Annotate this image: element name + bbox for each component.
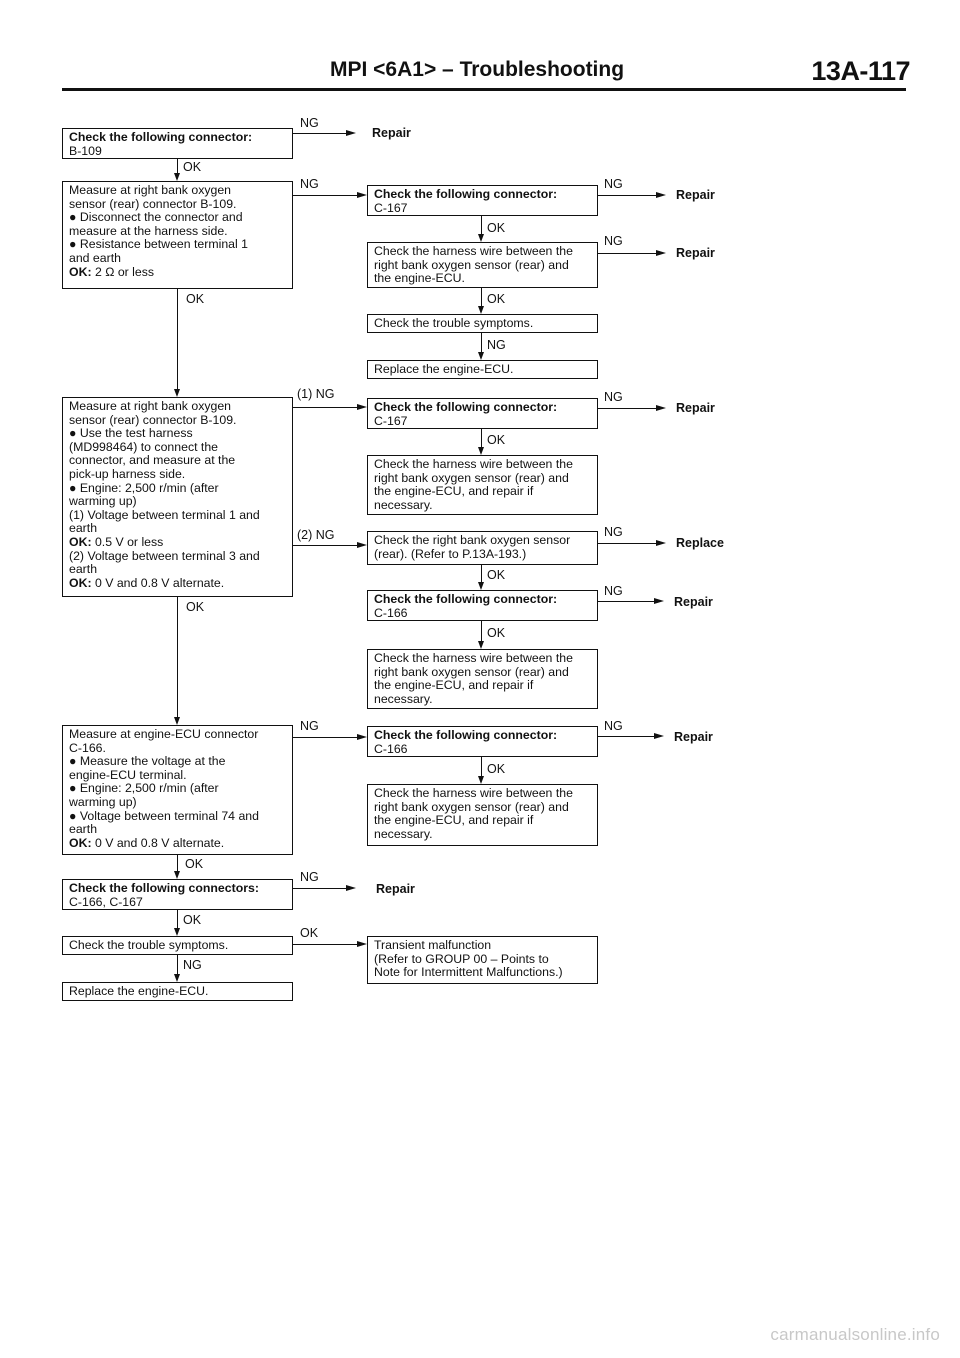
ng-label: NG	[300, 177, 319, 191]
ok-label: OK	[300, 926, 319, 940]
arrow-right	[654, 733, 664, 739]
connector-line	[598, 195, 656, 196]
box-check-trouble-symptoms	[62, 936, 293, 955]
box-title: Check the following connector:	[374, 400, 558, 414]
connector-line	[481, 333, 482, 352]
ng-label: NG	[604, 584, 623, 598]
arrow-right	[357, 941, 367, 947]
ok-label: OK	[487, 292, 506, 306]
box-harness-repair-c	[367, 784, 598, 846]
box-check-c167-a	[367, 185, 598, 216]
result-repair: Repair	[674, 595, 713, 609]
arrow-right	[357, 404, 367, 410]
result-repair: Repair	[376, 882, 415, 896]
box-text: Check the trouble symptoms.	[374, 316, 534, 330]
ok-label: OK	[487, 762, 506, 776]
box-text: C-167	[374, 200, 408, 215]
arrow-down	[478, 776, 484, 784]
box-check-c166-a	[367, 590, 598, 621]
arrow-down	[174, 173, 180, 181]
ok-label: OK	[487, 433, 506, 447]
ng-label: NG	[604, 525, 623, 539]
arrow-right	[656, 405, 666, 411]
connector-line	[598, 408, 656, 409]
arrow-right	[656, 250, 666, 256]
arrow-right	[654, 598, 664, 604]
box-text: Check the harness wire between the right bank oxygen sensor (rear) and the engine-ECU, and repair if necessary.	[374, 457, 573, 512]
connector-line	[481, 565, 482, 582]
arrow-right	[656, 192, 666, 198]
ng-label: NG	[300, 116, 319, 130]
ok-label: OK	[487, 626, 506, 640]
box-text: C-166	[374, 605, 408, 620]
connector-line	[177, 159, 178, 173]
ng-label: NG	[487, 338, 506, 352]
connector-line	[598, 601, 654, 602]
result-repair: Repair	[372, 126, 411, 140]
box-replace-ecu	[62, 982, 293, 1001]
arrow-right	[357, 542, 367, 548]
arrow-down	[174, 928, 180, 936]
box-text: Measure at engine-ECU connector C-166. ● Measure the voltage at the engine-ECU terminal. ● Engine: 2,500 r/min (after warming up) ● Voltage between terminal 74 and earth	[69, 727, 259, 837]
ok-label: OK:	[69, 835, 92, 850]
connector-line	[293, 195, 357, 196]
box-transient-malfunction	[367, 936, 598, 984]
ng-label: NG	[300, 870, 319, 884]
ok-label: OK	[183, 160, 202, 174]
box-text: Check the right bank oxygen sensor (rear). (Refer to P.13A-193.)	[374, 533, 571, 561]
box-harness-repair-b	[367, 649, 598, 709]
ok-label: OK:	[69, 264, 92, 279]
ok-label: OK	[186, 292, 205, 306]
ok-value: 2 Ω or less	[91, 264, 155, 279]
result-repair: Repair	[674, 730, 713, 744]
ok-label: OK:	[69, 575, 92, 590]
arrow-down	[478, 306, 484, 314]
ok-label: OK	[183, 913, 202, 927]
connector-line	[177, 289, 178, 389]
box-text: Check the harness wire between the right bank oxygen sensor (rear) and the engine-ECU, and repair if necessary.	[374, 786, 573, 841]
box-text: (2) Voltage between terminal 3 and earth	[69, 548, 260, 577]
ok-label: OK	[185, 857, 204, 871]
box-text: C-166, C-167	[69, 894, 143, 909]
connector-line	[481, 288, 482, 306]
arrow-down	[478, 582, 484, 590]
arrow-right	[357, 192, 367, 198]
ng-label: NG	[604, 719, 623, 733]
arrow-right	[346, 885, 356, 891]
box-title: Check the following connector:	[374, 187, 558, 201]
box-check-c166-b	[367, 726, 598, 757]
box-measure-ecu-c166	[62, 725, 293, 855]
ok-value: 0.5 V or less	[91, 534, 164, 549]
box-title: Check the following connectors:	[69, 881, 259, 895]
arrow-down	[478, 234, 484, 242]
ng-label: NG	[604, 390, 623, 404]
box-text: C-166	[374, 741, 408, 756]
ng-label-1: (1) NG	[297, 387, 335, 401]
box-text: Measure at right bank oxygen sensor (rear) connector B-109. ● Use the test harness (MD998464) to connect the connector, and measure at the pick-up harness side. ● Engine: 2,500 r/min (after warming up) (1) Voltage between terminal 1 and earth	[69, 399, 260, 536]
arrow-down	[174, 717, 180, 725]
page-number: 13A-117	[811, 56, 910, 86]
box-check-c167-b	[367, 398, 598, 429]
header-rule	[62, 88, 906, 91]
connector-line	[598, 736, 654, 737]
box-text: Check the harness wire between the right bank oxygen sensor (rear) and the engine-ECU, and repair if necessary.	[374, 651, 573, 706]
box-text: Measure at right bank oxygen sensor (rear) connector B-109. ● Disconnect the connector and measure at the harness side. ● Resistance between terminal 1 and earth	[69, 183, 248, 265]
box-text: Check the trouble symptoms.	[69, 938, 229, 952]
arrow-down	[174, 871, 180, 879]
box-text: Check the harness wire between the right bank oxygen sensor (rear) and the engine-ECU.	[374, 244, 573, 286]
ok-value: 0 V and 0.8 V alternate.	[91, 835, 225, 850]
result-repair: Repair	[676, 188, 715, 202]
arrow-right	[357, 734, 367, 740]
box-text: Replace the engine-ECU.	[374, 362, 514, 376]
arrow-down	[478, 352, 484, 360]
ng-label: NG	[604, 234, 623, 248]
arrow-down	[174, 974, 180, 982]
connector-line	[598, 543, 656, 544]
connector-line	[481, 757, 482, 776]
connector-line	[293, 133, 346, 134]
connector-line	[293, 407, 357, 408]
arrow-down	[174, 389, 180, 397]
connector-line	[293, 944, 357, 945]
arrow-right	[346, 130, 356, 136]
page-title: MPI <6A1> – Troubleshooting	[330, 58, 625, 81]
ok-value: 0 V and 0.8 V alternate.	[91, 575, 225, 590]
arrow-right	[656, 540, 666, 546]
box-measure-voltage-b109	[62, 397, 293, 597]
connector-line	[293, 888, 346, 889]
box-title: Check the following connector:	[69, 130, 253, 144]
connector-line	[481, 216, 482, 234]
box-text: B-109	[69, 143, 102, 158]
box-text: Replace the engine-ECU.	[69, 984, 209, 998]
footer-watermark: carmanualsonline.info	[770, 1325, 940, 1344]
connector-line	[177, 910, 178, 928]
connector-line	[177, 955, 178, 974]
arrow-down	[478, 641, 484, 649]
box-check-oxygen-sensor	[367, 531, 598, 565]
box-replace-ecu-right	[367, 360, 598, 379]
ng-label: NG	[300, 719, 319, 733]
box-measure-resistance	[62, 181, 293, 289]
connector-line	[293, 545, 357, 546]
ok-label: OK	[186, 600, 205, 614]
connector-line	[177, 855, 178, 871]
box-check-c166-c167	[62, 879, 293, 910]
connector-line	[177, 597, 178, 717]
box-title: Check the following connector:	[374, 592, 558, 606]
box-trouble-symptoms-right	[367, 314, 598, 333]
box-harness-check-a	[367, 242, 598, 288]
ok-label: OK	[487, 221, 506, 235]
box-title: Check the following connector:	[374, 728, 558, 742]
ng-label: NG	[604, 177, 623, 191]
box-check-b109	[62, 128, 293, 159]
result-replace: Replace	[676, 536, 724, 550]
ok-label: OK	[487, 568, 506, 582]
ng-label-2: (2) NG	[297, 528, 335, 542]
result-repair: Repair	[676, 246, 715, 260]
box-text: Transient malfunction (Refer to GROUP 00 – Points to Note for Intermittent Malfunctions.)	[374, 938, 563, 980]
box-text: C-167	[374, 413, 408, 428]
connector-line	[481, 429, 482, 447]
connector-line	[293, 737, 357, 738]
ok-label: OK:	[69, 534, 92, 549]
connector-line	[598, 253, 656, 254]
result-repair: Repair	[676, 401, 715, 415]
box-harness-repair-a	[367, 455, 598, 515]
arrow-down	[478, 447, 484, 455]
connector-line	[481, 621, 482, 641]
ng-label: NG	[183, 958, 202, 972]
